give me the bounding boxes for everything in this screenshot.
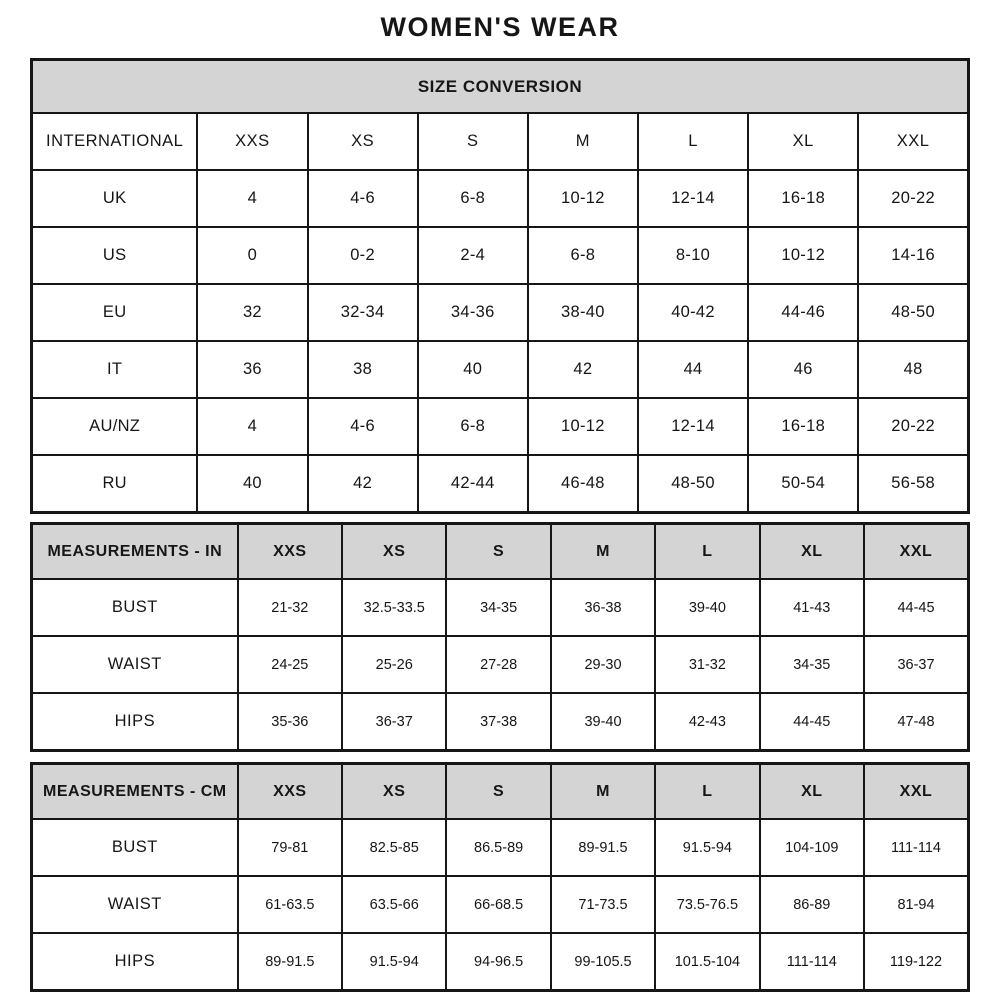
row-label: EU (32, 284, 198, 341)
table-cell: 71-73.5 (551, 876, 655, 933)
table-cell: 73.5-76.5 (655, 876, 759, 933)
table-cell: 46-48 (528, 455, 638, 513)
table-cell: 4-6 (308, 170, 418, 227)
table-cell: 44 (638, 341, 748, 398)
table-cell: 79-81 (238, 819, 342, 876)
table-cell: 42-44 (418, 455, 528, 513)
column-header: M (528, 113, 638, 170)
table-cell: 48-50 (638, 455, 748, 513)
table-cell: 39-40 (551, 693, 655, 751)
table-cell: 6-8 (418, 398, 528, 455)
table-cell: 27-28 (446, 636, 550, 693)
table-cell: 29-30 (551, 636, 655, 693)
table-cell: 10-12 (528, 170, 638, 227)
measurements-cm-table (30, 762, 970, 992)
table-row (32, 455, 969, 513)
table-cell: 36-37 (864, 636, 969, 693)
table-cell: 36-38 (551, 579, 655, 636)
table-cell: 36-37 (342, 693, 446, 751)
table-cell: 14-16 (858, 227, 968, 284)
table-cell: 94-96.5 (446, 933, 550, 991)
column-header: XXS (197, 113, 307, 170)
table-cell: 40-42 (638, 284, 748, 341)
table-cell: 37-38 (446, 693, 550, 751)
table-cell: 20-22 (858, 398, 968, 455)
page-title: WOMEN'S WEAR (380, 12, 620, 42)
table-header-row (32, 113, 969, 170)
column-header: XXS (238, 524, 342, 580)
table-cell: 8-10 (638, 227, 748, 284)
row-label: HIPS (32, 933, 238, 991)
table-cell: 44-46 (748, 284, 858, 341)
column-header: M (551, 524, 655, 580)
table-cell: 10-12 (528, 398, 638, 455)
table-cell: 111-114 (760, 933, 864, 991)
table-cell: 101.5-104 (655, 933, 759, 991)
column-header: XL (760, 524, 864, 580)
row-label: US (32, 227, 198, 284)
table-cell: 89-91.5 (238, 933, 342, 991)
table-cell: 38-40 (528, 284, 638, 341)
column-header: XXS (238, 764, 342, 820)
table-cell: 46 (748, 341, 858, 398)
column-header: S (446, 524, 550, 580)
table-cell: 44-45 (864, 579, 969, 636)
row-label: RU (32, 455, 198, 513)
table-row (32, 636, 969, 693)
table-cell: 111-114 (864, 819, 969, 876)
table-cell: 0 (197, 227, 307, 284)
table-cell: 34-36 (418, 284, 528, 341)
column-header: XS (308, 113, 418, 170)
table-cell: 36 (197, 341, 307, 398)
table-row (32, 170, 969, 227)
table-row (32, 933, 969, 991)
table-cell: 99-105.5 (551, 933, 655, 991)
table-row (32, 341, 969, 398)
column-header: XXL (864, 524, 969, 580)
table-cell: 42-43 (655, 693, 759, 751)
table-cell: 24-25 (238, 636, 342, 693)
header-label: MEASUREMENTS - CM (32, 764, 238, 820)
table-header-row (32, 764, 969, 820)
table-cell: 61-63.5 (238, 876, 342, 933)
table-cell: 50-54 (748, 455, 858, 513)
table-cell: 20-22 (858, 170, 968, 227)
column-header: XL (760, 764, 864, 820)
table-cell: 40 (418, 341, 528, 398)
table-cell: 34-35 (760, 636, 864, 693)
table-row (32, 876, 969, 933)
table-cell: 44-45 (760, 693, 864, 751)
table-header-row (32, 524, 969, 580)
table-cell: 81-94 (864, 876, 969, 933)
table-row (32, 284, 969, 341)
table-cell: 82.5-85 (342, 819, 446, 876)
column-header: S (446, 764, 550, 820)
size-chart-page (30, 0, 970, 992)
table-cell: 6-8 (528, 227, 638, 284)
table-row (32, 227, 969, 284)
table-row (32, 693, 969, 751)
column-header: L (655, 524, 759, 580)
table-cell: 91.5-94 (655, 819, 759, 876)
table-cell: 47-48 (864, 693, 969, 751)
table-cell: 31-32 (655, 636, 759, 693)
table-cell: 21-32 (238, 579, 342, 636)
table-cell: 42 (308, 455, 418, 513)
table-cell: 6-8 (418, 170, 528, 227)
table-cell: 91.5-94 (342, 933, 446, 991)
row-label: AU/NZ (32, 398, 198, 455)
row-label: UK (32, 170, 198, 227)
table-cell: 66-68.5 (446, 876, 550, 933)
header-label: MEASUREMENTS - IN (32, 524, 238, 580)
table-cell: 32 (197, 284, 307, 341)
column-header: M (551, 764, 655, 820)
table-cell: 48-50 (858, 284, 968, 341)
table-cell: 25-26 (342, 636, 446, 693)
row-label: WAIST (32, 876, 238, 933)
table-cell: 16-18 (748, 398, 858, 455)
table-cell: 34-35 (446, 579, 550, 636)
table-cell: 48 (858, 341, 968, 398)
table-cell: 86-89 (760, 876, 864, 933)
column-header: L (655, 764, 759, 820)
row-label: IT (32, 341, 198, 398)
table-row (32, 398, 969, 455)
table-banner-row (32, 60, 969, 114)
column-header: XXL (858, 113, 968, 170)
row-label: WAIST (32, 636, 238, 693)
table-cell: 42 (528, 341, 638, 398)
table-cell: 2-4 (418, 227, 528, 284)
table-cell: 16-18 (748, 170, 858, 227)
table-banner: SIZE CONVERSION (32, 60, 969, 114)
row-label: HIPS (32, 693, 238, 751)
table-cell: 38 (308, 341, 418, 398)
table-cell: 32.5-33.5 (342, 579, 446, 636)
table-cell: 4 (197, 398, 307, 455)
table-cell: 4-6 (308, 398, 418, 455)
table-cell: 56-58 (858, 455, 968, 513)
table-cell: 4 (197, 170, 307, 227)
column-header: XS (342, 764, 446, 820)
table-cell: 32-34 (308, 284, 418, 341)
table-cell: 119-122 (864, 933, 969, 991)
column-header: S (418, 113, 528, 170)
table-row (32, 579, 969, 636)
measurements-in-table (30, 522, 970, 752)
column-header: XL (748, 113, 858, 170)
table-cell: 41-43 (760, 579, 864, 636)
row-label: BUST (32, 819, 238, 876)
table-cell: 63.5-66 (342, 876, 446, 933)
table-cell: 12-14 (638, 398, 748, 455)
table-cell: 39-40 (655, 579, 759, 636)
table-cell: 86.5-89 (446, 819, 550, 876)
table-cell: 10-12 (748, 227, 858, 284)
table-cell: 12-14 (638, 170, 748, 227)
header-label: INTERNATIONAL (32, 113, 198, 170)
table-cell: 35-36 (238, 693, 342, 751)
row-label: BUST (32, 579, 238, 636)
table-cell: 0-2 (308, 227, 418, 284)
table-row (32, 819, 969, 876)
size-conversion-table (30, 58, 970, 514)
table-cell: 40 (197, 455, 307, 513)
table-cell: 104-109 (760, 819, 864, 876)
table-cell: 89-91.5 (551, 819, 655, 876)
column-header: XXL (864, 764, 969, 820)
column-header: XS (342, 524, 446, 580)
column-header: L (638, 113, 748, 170)
